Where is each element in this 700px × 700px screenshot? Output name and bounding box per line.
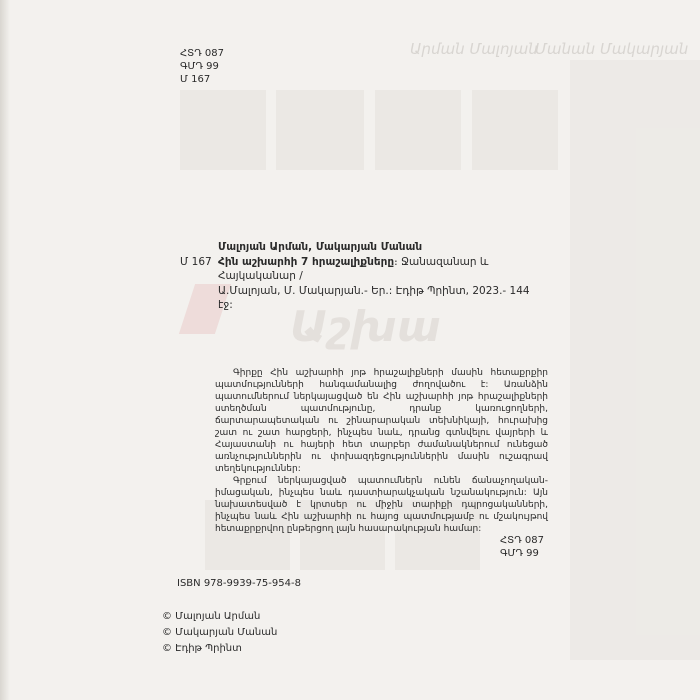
udc-code: ՀՏԴ 087 <box>500 535 545 546</box>
bbk-code: ԳՄԴ 99 <box>180 61 219 72</box>
isbn-number: ISBN 978-9939-75-954-8 <box>177 578 301 589</box>
catalog-subtitle: ։ Ջանազանար և Հայկականար / <box>218 255 489 282</box>
catalog-title: Հին աշխարհի 7 հրաշալիքները <box>218 255 395 268</box>
bleed-through-text: Մանան Մակարյան <box>535 40 689 58</box>
bleed-through-image <box>276 90 364 170</box>
bleed-through-image <box>180 90 266 170</box>
copyright-list <box>162 609 277 657</box>
page-edge-shadow <box>0 0 10 700</box>
catalog-authors: Մալոյան Արման, Մակարյան Մանան <box>218 241 423 253</box>
udc-code: ՀՏԴ 087 <box>180 48 225 59</box>
bleed-through-image <box>375 90 461 170</box>
copyright-line: © Էդիթ Պրինտ <box>162 643 242 654</box>
copyright-line: © Մալոյան Արման <box>162 611 261 622</box>
catalog-title-line <box>180 255 540 284</box>
book-abstract <box>215 367 548 535</box>
catalog-imprint: Ա.Մալոյան, Մ. Մակարյան.- Եր.: Էդիթ Պրինտ, 2023.- 144 էջ: <box>218 284 530 311</box>
bleed-through-text: Արման Մալոյան <box>410 40 538 58</box>
abstract-paragraph: Գրքում ներկայացված պատումներն ունեն ճանաչողական-իմացական, ինչպես նաև դաստիարակչական նշանակություն: Այն նախատեսված է կրտսեր ու միջին տարիքի դպրոցականների, ինչպես նաև Հին աշխարհի ու հայոց պատմությամբ ու մշակույթով հետաքրքրվող ընթերցող լայն հասարակության համար: <box>215 476 548 534</box>
bleed-through-image <box>472 90 558 170</box>
abstract-paragraph: Գիրքը Հին աշխարհի յոթ հրաշալիքների մասին հետաքրքիր պատմությունների հանգամանալից ժողովածու է: Առանձին պատումներում ներկայացված են Հին աշխարհի յոթ հրաշալիքների ստեղծման պատմությունը, դրանք կառուցողների, ճարտարապետական ու շինարարական տեխնիկայի, հուրախից շատ ու շատ հարցերի, ինչպես նաև, դրանց գտնվելու վայրերի և Հայաստանի ու հայերի հետ տարբեր ժամանակներում ունեցած առնչություններին ու փոխազդեցություններին մասին ուշագրավ տեղեկություններ: <box>215 368 548 474</box>
classification-codes-bottom <box>500 534 544 560</box>
classification-codes-top <box>180 47 224 86</box>
author-mark: Մ 167 <box>180 74 211 85</box>
catalog-record <box>180 240 540 313</box>
bbk-code: ԳՄԴ 99 <box>500 548 539 559</box>
catalog-author-mark: Մ 167 <box>180 255 212 268</box>
copyright-line: © Մակարյան Մանան <box>162 627 278 638</box>
bleed-through-title: Աշխա <box>290 302 441 351</box>
bleed-through-strip <box>570 60 700 660</box>
